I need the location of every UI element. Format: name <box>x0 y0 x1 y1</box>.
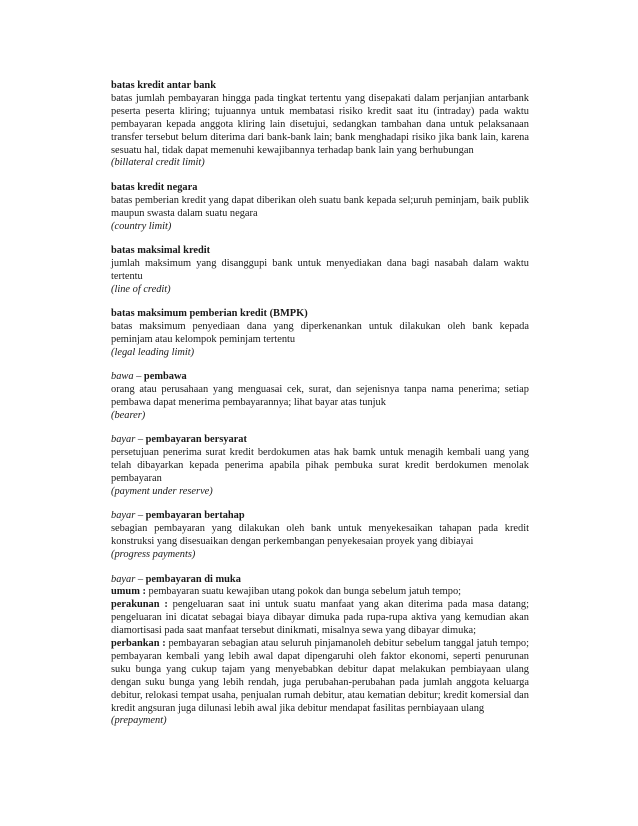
headword-separator: – <box>135 573 146 585</box>
definition-text: batas pemberian kredit yang dapat diberikan oleh suatu bank kepada sel;uruh peminjam, baik publik maupun swasta dalam suatu negara <box>111 194 529 219</box>
english-equivalent: (payment under reserve) <box>111 485 213 497</box>
english-equivalent: (progress payments) <box>111 549 196 561</box>
headword-separator: – <box>133 371 144 383</box>
headword-term: batas kredit antar bank <box>111 80 216 91</box>
definition-text: pembayaran sebagian atau seluruh pinjamanoleh debitur sebelum tanggal jatuh tempo; pembayaran kembali yang lebih awal dapat dipengaruhi oleh faktor ekonomi, seperti penurunan suku bunga yang cukup tajam yang menyebabkan debitur dapat melakukan pembiayaan ulang dengan suku bunga yang lebih rendah, juga perubahan-perubahan pada jumlah anggota keluarga debitur, relokasi tempat usaha, penjualan rumah debitur, atau kematian debitur; kredit komersial dan kredit angsuran juga dilunasi lebih awal jika debitur mendapat fasilitas pernbiayaan ulang <box>111 638 529 714</box>
headword-root: bayar <box>111 573 136 585</box>
english-equivalent: (line of credit) <box>111 283 171 295</box>
definition-text: jumlah maksimum yang disanggupi bank untuk menyediakan dana bagi nasabah dalam waktu tertentu <box>111 257 529 282</box>
headword-root: bayar <box>111 434 136 446</box>
definition-text: persetujuan penerima surat kredit berdokumen atas hak bamk untuk menagih kembali uang yang telah dibayarkan kepada penerima apabila pihak pembuka surat kredit berdokumen menolak pembayaran <box>111 447 529 485</box>
glossary-entry <box>111 371 529 423</box>
entry-headword <box>111 371 529 384</box>
entry-headword <box>111 308 529 321</box>
definition-paragraph <box>111 523 529 549</box>
headword-term: batas kredit negara <box>111 181 198 193</box>
glossary-entry <box>111 245 529 297</box>
english-equivalent: (legal leading limit) <box>111 346 195 358</box>
entry-headword <box>111 182 529 195</box>
headword-separator: – <box>135 510 146 522</box>
glossary-entry <box>111 80 529 170</box>
headword-separator: – <box>135 434 146 446</box>
entry-definition <box>111 195 529 221</box>
english-equivalent: (prepayment) <box>111 715 167 727</box>
entry-definition <box>111 384 529 410</box>
definition-paragraph <box>111 93 529 158</box>
headword-term: batas maksimal kredit <box>111 244 211 256</box>
glossary-entry <box>111 574 529 729</box>
definition-context-label: perakunan : <box>111 599 168 611</box>
headword-term: pembayaran di muka <box>145 573 241 585</box>
definition-paragraph <box>111 321 529 347</box>
definition-text: orang atau perusahaan yang menguasai cek, surat, dan sejenisnya tanpa nama penerima; setiap pembawa dapat menerima pembayarannya; lihat bayar atas tunjuk <box>111 384 529 409</box>
entry-definition <box>111 258 529 284</box>
entry-definition <box>111 321 529 347</box>
headword-term: pembayaran bertahap <box>145 510 245 522</box>
definition-paragraph <box>111 384 529 410</box>
headword-term: pembayaran bersyarat <box>145 434 247 446</box>
definition-context-label: umum : <box>111 586 146 598</box>
definition-context-label: perbankan : <box>111 638 166 650</box>
definition-paragraph <box>111 586 529 599</box>
definition-text: pengeluaran saat ini untuk suatu manfaat yang akan diterima pada masa datang; pengeluaran ini dicatat sebagai biaya dibayar dimuka pada rupa-rupa aktiva yang kemudian akan diamortisasi pada saat manfaat tersebut dinikmati, misalnya sewa yang dibayar dimuka; <box>111 599 529 637</box>
entry-definition <box>111 93 529 158</box>
entry-definition <box>111 447 529 486</box>
glossary-page <box>111 80 529 740</box>
entry-headword <box>111 574 529 587</box>
entry-headword <box>111 80 529 93</box>
definition-paragraph <box>111 195 529 221</box>
headword-term: pembawa <box>143 371 187 383</box>
glossary-entry <box>111 510 529 562</box>
headword-root: bayar <box>111 510 136 522</box>
definition-text: batas maksimum penyediaan dana yang diperkenankan untuk dilakukan oleh bank kepada peminjam atau kelompok peminjam tertentu <box>111 321 529 345</box>
headword-term: batas maksimum pemberian kredit (BMPK) <box>111 308 308 320</box>
entry-headword <box>111 510 529 523</box>
entry-definition <box>111 523 529 549</box>
definition-paragraph <box>111 258 529 284</box>
glossary-entry <box>111 182 529 234</box>
definition-paragraph <box>111 638 529 715</box>
definition-paragraph <box>111 599 529 638</box>
entry-headword <box>111 245 529 258</box>
definition-text: batas jumlah pembayaran hingga pada tingkat tertentu yang disepakati dalam perjanjian antarbank peserta peserta kliring; tujuannya untuk membatasi risiko kredit saat itu (intraday) pada waktu pembayaran kepada anggota kliring lain disetujui, sedangkan tambahan dana untuk pelaksanaan transfer tersebut belum diterima dari bank-bank lain; bank menghadapi risiko jika bank lain, karena sesuatu hal, tidak dapat memenuhi kewajibannya terhadap bank lain yang berhubungan <box>111 92 529 156</box>
glossary-entry <box>111 434 529 499</box>
glossary-entry <box>111 308 529 360</box>
headword-root: bawa <box>111 371 134 383</box>
entry-definition <box>111 586 529 715</box>
english-equivalent: (billateral credit limit) <box>111 157 205 169</box>
entry-headword <box>111 434 529 447</box>
definition-text: pembayaran suatu kewajiban utang pokok dan bunga sebelum jatuh tempo; <box>145 586 462 598</box>
definition-paragraph <box>111 447 529 486</box>
definition-text: sebagian pembayaran yang dilakukan oleh bank untuk menyekesaikan tahapan pada kredit konstruksi yang disesuaikan dengan perkembangan penyekesaian proyek yang dibiayai <box>111 523 529 548</box>
english-equivalent: (country limit) <box>111 220 172 232</box>
english-equivalent: (bearer) <box>111 409 146 421</box>
